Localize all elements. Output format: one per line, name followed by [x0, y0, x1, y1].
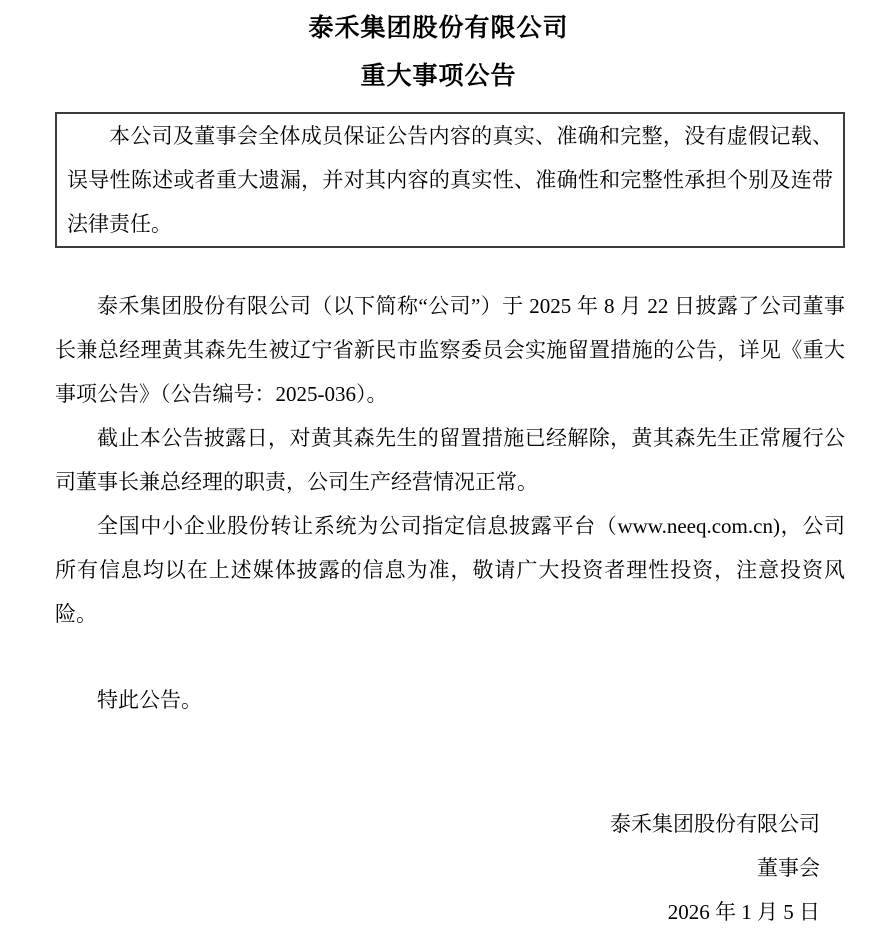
body-paragraph-status: 截止本公告披露日，对黄其森先生的留置措施已经解除，黄其森先生正常履行公司董事长兼总经理的职责，公司生产经营情况正常。: [55, 426, 845, 494]
announcement-document: [0, 14, 877, 947]
closing-statement: 特此公告。: [97, 688, 202, 712]
document-body: [0, 112, 877, 934]
company-title: 泰禾集团股份有限公司: [308, 15, 569, 42]
body-paragraph-disclosure: 泰禾集团股份有限公司（以下简称“公司”）于 2025 年 8 月 22 日披露了公司董事长兼总经理黄其森先生被辽宁省新民市监察委员会实施留置措施的公告，详见《重大事项公告》（公告编号：2025-036）。: [55, 294, 845, 406]
body-paragraph-platform: 全国中小企业股份转让系统为公司指定信息披露平台（www.neeq.com.cn)，公司所有信息均以在上述媒体披露的信息为准，敬请广大投资者理性投资，注意投资风险。: [55, 514, 845, 626]
signature-company: 泰禾集团股份有限公司: [610, 812, 820, 836]
signature-board: 董事会: [757, 856, 820, 880]
signature-date: 2026 年 1 月 5 日: [667, 900, 820, 924]
announcement-title: 重大事项公告: [360, 63, 517, 90]
disclaimer-box: [55, 112, 845, 248]
signature-block: [55, 802, 845, 934]
disclaimer-text: 本公司及董事会全体成员保证公告内容的真实、准确和完整，没有虚假记载、误导性陈述或者重大遗漏，并对其内容的真实性、准确性和完整性承担个别及连带法律责任。: [67, 124, 833, 236]
